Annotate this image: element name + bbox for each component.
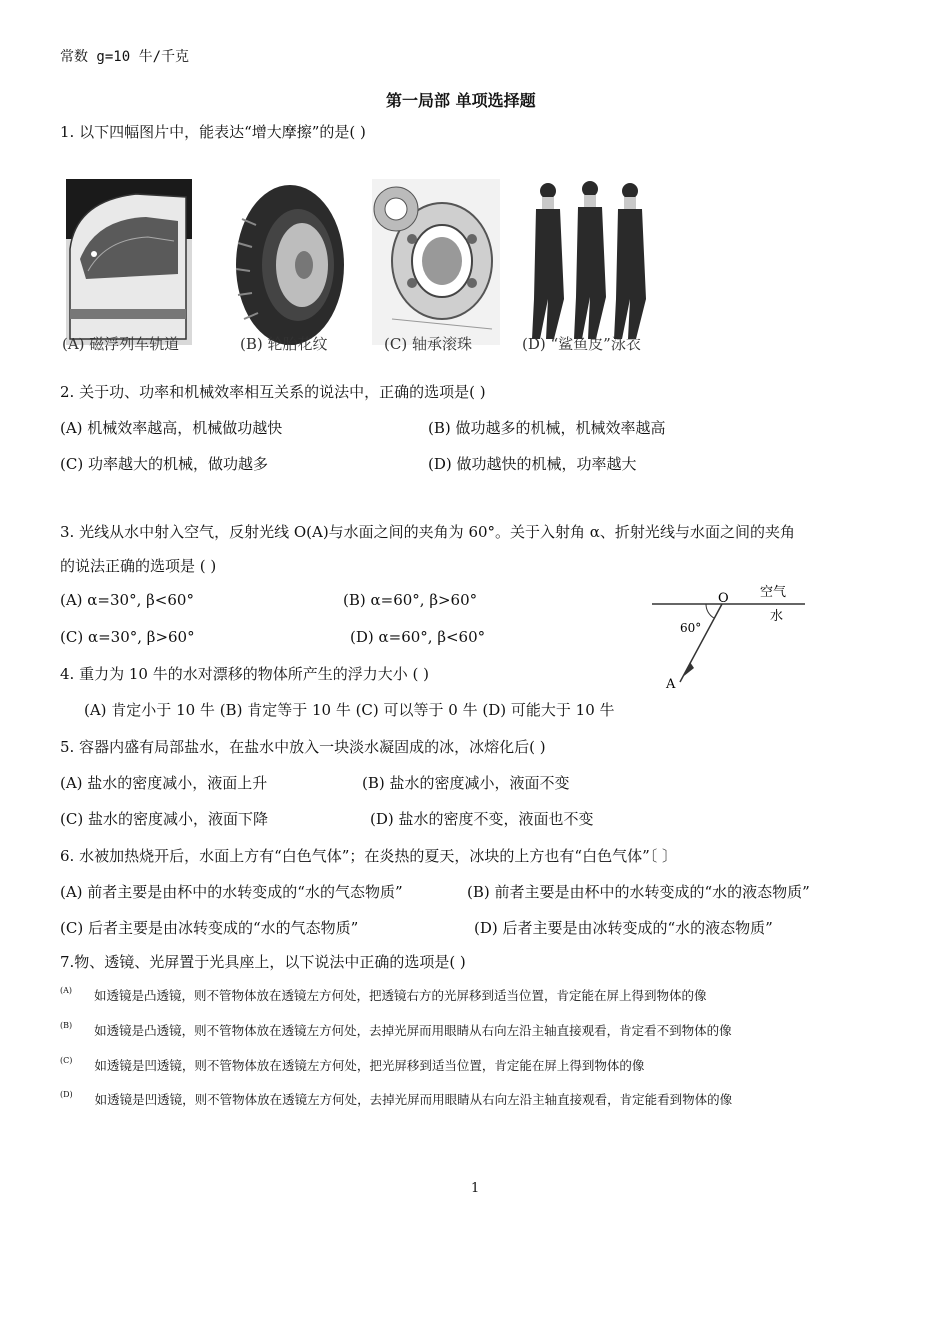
- q5-option-c: (C) 盐水的密度减小，液面下降: [60, 810, 268, 828]
- q6-option-b: (B) 前者主要是由杯中的水转变成的“水的液态物质”: [467, 883, 810, 901]
- q3-stem-line1: 3. 光线从水中射入空气，反射光线 O(A)与水面之间的夹角为 60°。关于入射角 α、折射光线与水面之间的夹角: [60, 523, 795, 541]
- q7-tag-a: (A): [60, 986, 73, 995]
- q3-option-c: (C) α=30°, β>60°: [60, 628, 195, 646]
- q3-option-d: (D) α=60°, β<60°: [350, 628, 486, 646]
- q6-option-d: (D) 后者主要是由冰转变成的“水的液态物质”: [474, 919, 773, 937]
- q4-stem: 4. 重力为 10 牛的水对漂移的物体所产生的浮力大小 ( ): [60, 665, 429, 683]
- q7-text-a: 如透镜是凸透镜，则不管物体放在透镜左方何处，把透镜右方的光屏移到适当位置，肯定能在屏上得到物体的像: [94, 988, 707, 1003]
- constant-note: 常数 g=10 牛/千克: [60, 49, 190, 65]
- air-label: 空气: [760, 585, 787, 600]
- q7-tag-d: (D): [60, 1090, 73, 1099]
- q5-option-b: (B) 盐水的密度减小，液面不变: [362, 774, 570, 792]
- tire-image: [226, 168, 352, 356]
- q3-option-b: (B) α=60°, β>60°: [343, 591, 478, 609]
- water-label: 水: [770, 609, 784, 624]
- caption-d: (D) “鲨鱼皮”泳衣: [522, 335, 641, 353]
- q6-option-a: (A) 前者主要是由杯中的水转变成的“水的气态物质”: [60, 883, 403, 901]
- q2-stem: 2. 关于功、功率和机械效率相互关系的说法中，正确的选项是( ): [60, 383, 486, 401]
- q3-option-a: (A) α=30°, β<60°: [60, 591, 194, 609]
- q5-option-d: (D) 盐水的密度不变，液面也不变: [370, 810, 594, 828]
- angle-label: 60°: [680, 621, 702, 635]
- q7-text-d: 如透镜是凹透镜，则不管物体放在透镜左方何处，去掉光屏而用眼睛从右向左沿主轴直接观看，肯定能看到物体的像: [94, 1092, 733, 1107]
- q3-stem-line2: 的说法正确的选项是 ( ): [60, 557, 217, 575]
- swimsuit-image: [518, 168, 656, 356]
- q7-stem: 7.物、透镜、光屏置于光具座上，以下说法中正确的选项是( ): [60, 953, 466, 971]
- q6-stem: 6. 水被加热烧开后，水面上方有“白色气体”；在炎热的夏天，冰块的上方也有“白色气体”〔 〕: [60, 847, 678, 865]
- caption-a: (A) 磁浮列车轨道: [62, 335, 180, 353]
- q7-option-d: [60, 1090, 732, 1108]
- q7-text-b: 如透镜是凸透镜，则不管物体放在透镜左方何处，去掉光屏而用眼睛从右向左沿主轴直接观看，肯定看不到物体的像: [94, 1023, 732, 1038]
- q1-stem: 1. 以下四幅图片中，能表达“增大摩擦”的是( ): [60, 123, 366, 141]
- q7-option-c: [60, 1056, 644, 1074]
- section-title: 第一局部 单项选择题: [386, 91, 536, 110]
- q7-option-b: [60, 1021, 732, 1039]
- point-o-label: O: [718, 591, 729, 606]
- q2-option-c: (C) 功率越大的机械，做功越多: [60, 455, 268, 473]
- q7-option-a: [60, 986, 707, 1004]
- q7-text-c: 如透镜是凹透镜，则不管物体放在透镜左方何处，把光屏移到适当位置，肯定能在屏上得到物体的像: [94, 1058, 645, 1073]
- q2-option-b: (B) 做功越多的机械，机械效率越高: [428, 419, 666, 437]
- page-number: 1: [471, 1181, 480, 1196]
- bearing-image: [372, 168, 500, 356]
- q2-option-d: (D) 做功越快的机械，功率越大: [428, 455, 637, 473]
- caption-b: (B) 轮胎花纹: [240, 335, 328, 353]
- light-ray: [680, 604, 722, 682]
- refraction-diagram: [640, 578, 820, 690]
- q2-option-a: (A) 机械效率越高，机械做功越快: [60, 419, 283, 437]
- q7-tag-b: (B): [60, 1021, 73, 1030]
- q6-option-c: (C) 后者主要是由冰转变成的“水的气态物质”: [60, 919, 359, 937]
- point-a-label: A: [666, 677, 676, 690]
- caption-c: (C) 轴承滚珠: [384, 335, 472, 353]
- q4-options: (A) 肯定小于 10 牛 (B) 肯定等于 10 牛 (C) 可以等于 0 牛 (D) 可能大于 10 牛: [84, 701, 615, 719]
- q5-stem: 5. 容器内盛有局部盐水，在盐水中放入一块淡水凝固成的冰，冰熔化后( ): [60, 738, 546, 756]
- maglev-train-image: [66, 168, 192, 356]
- angle-arc: [706, 604, 714, 618]
- q5-option-a: (A) 盐水的密度减小，液面上升: [60, 774, 268, 792]
- q7-tag-c: (C): [60, 1056, 73, 1065]
